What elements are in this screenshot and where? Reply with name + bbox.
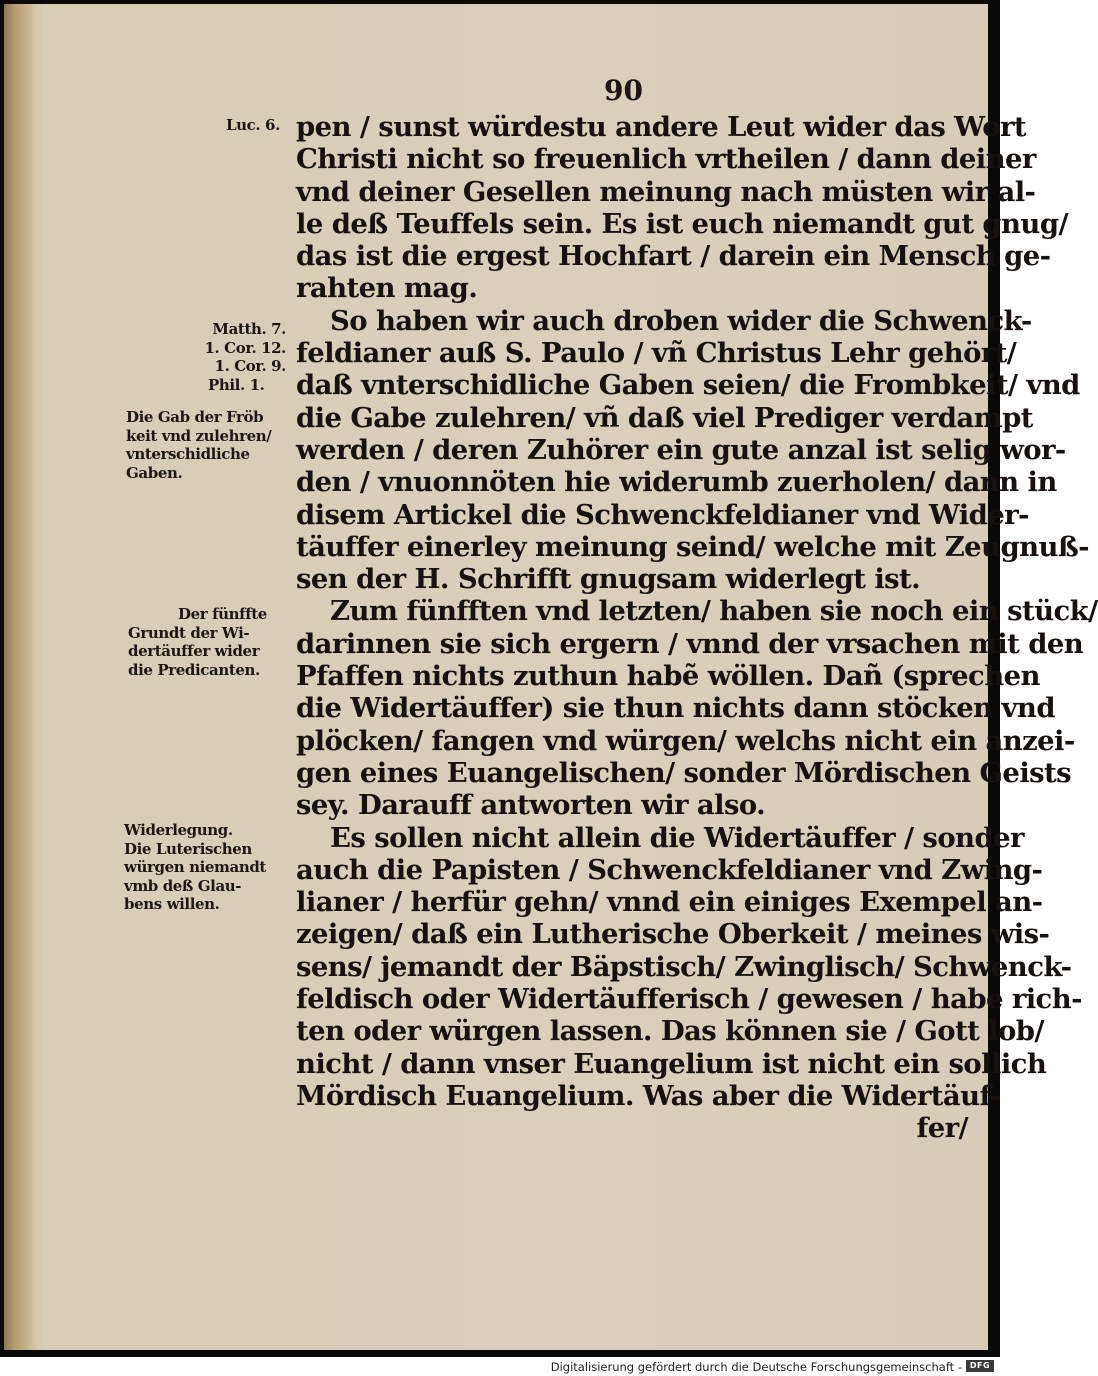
text-line: sen der H. Schrifft gnugsam widerlegt ist. [296, 563, 921, 596]
text-line: rahten mag. [296, 272, 478, 305]
text-line: sey. Darauff antworten wir also. [296, 789, 766, 822]
margin-note-line: 1. Cor. 9. [214, 357, 286, 375]
funding-credit: Digitalisierung gefördert durch die Deutsche Forschungsgemeinschaft - [550, 1360, 962, 1374]
text-line: feldianer auß S. Paulo / vñ Christus Lehr gehört/ [296, 337, 1017, 370]
text-line: Pfaffen nichts zuthun habẽ wöllen. Dañ (sprechen [296, 660, 1040, 693]
text-line: das ist die ergest Hochfart / darein ein Mensch ge- [296, 240, 1051, 273]
catchword: fer/ [916, 1112, 968, 1145]
margin-note-line: 1. Cor. 12. [204, 338, 286, 357]
margin-note-line: die Predicanten. [128, 660, 260, 679]
book-page [4, 4, 1098, 1350]
margin-note-line: Grundt der Wi- [128, 623, 250, 642]
text-line: Es sollen nicht allein die Widertäuffer / sonder [330, 821, 1024, 854]
text-line: sens/ jemandt der Bäpstisch/ Zwinglisch/ Schwenck- [296, 950, 1072, 983]
margin-note-references [186, 320, 286, 394]
margin-note-line: vmb deß Glau- [124, 876, 242, 895]
text-line: vnd deiner Gesellen meinung nach müsten wir al- [296, 175, 1036, 208]
margin-note-line: vnterschidliche [126, 445, 250, 463]
text-line: die Widertäuffer) sie thun nichts dann stöcken vnd [296, 692, 1055, 725]
text-line: werden / deren Zuhörer ein gute anzal ist selig wor- [296, 433, 1066, 466]
margin-note-gaben [126, 408, 271, 482]
text-line: So haben wir auch droben wider die Schwenck- [330, 304, 1032, 337]
text-line: die Gabe zulehren/ vñ daß viel Prediger verdampt [296, 401, 1033, 434]
text-line: Zum fünfften vnd letzten/ haben sie noch ein stück/ [330, 595, 1098, 628]
page-gutter [4, 4, 34, 1350]
dfg-logo: DFG [966, 1360, 994, 1372]
text-line: pen / sunst würdestu andere Leut wider das Wort [296, 111, 1026, 143]
text-line: auch die Papisten / Schwenckfeldianer vnd Zwing- [296, 853, 1043, 886]
text-line: Christi nicht so freuenlich vrtheilen / dann deiner [296, 143, 1036, 176]
margin-note-luc [226, 116, 280, 135]
margin-note-line: Phil. 1. [208, 375, 265, 394]
margin-note-line: Die Luterischen [124, 839, 252, 858]
text-line: lianer / herfür gehn/ vnnd ein einiges Exempel an- [296, 886, 1043, 919]
margin-note-line: dertäuffer wider [128, 642, 260, 660]
margin-note-line: Widerlegung. [124, 821, 233, 839]
text-line: nicht / dann vnser Euangelium ist nicht ein sollich [296, 1047, 1047, 1080]
margin-note-line: bens willen. [124, 895, 220, 913]
text-line: zeigen/ daß ein Lutherische Oberkeit / meines wis- [296, 918, 1050, 951]
text-line: darinnen sie sich ergern / vnnd der vrsachen mit den [296, 627, 1084, 660]
margin-note-line: Gaben. [126, 463, 183, 482]
footer-bar [0, 1357, 1000, 1376]
margin-note-widerlegung [124, 821, 266, 914]
text-line: disem Artickel die Schwenckfeldianer vnd Wider- [296, 498, 1029, 531]
text-line: daß vnterschidliche Gaben seien/ die Frombkeit/ vnd [296, 369, 1080, 402]
margin-note-line: würgen niemandt [124, 858, 266, 876]
page-number: 90 [604, 74, 643, 107]
text-line: täuffer einerley meinung seind/ welche mit Zeugnuß- [296, 530, 1089, 563]
text-line: plöcken/ fangen vnd würgen/ welchs nicht ein anzei- [296, 724, 1075, 757]
text-line: le deß Teuffels sein. Es ist euch niemandt gut gnug/ [296, 207, 1068, 240]
text-line: gen eines Euangelischen/ sonder Mördischen Geists [296, 756, 1072, 789]
margin-note-line: Die Gab der Fröb [126, 408, 264, 426]
margin-note-line: keit vnd zulehren/ [126, 426, 272, 445]
text-line: ten oder würgen lassen. Das können sie / Gott lob/ [296, 1015, 1044, 1048]
margin-note-grund [128, 605, 267, 679]
margin-note-line: Der fünffte [178, 605, 267, 623]
main-text-block [296, 111, 1098, 1145]
text-line: Mördisch Euangelium. Was aber die Widertäuf- [296, 1079, 1001, 1112]
text-line: den / vnuonnöten hie widerumb zuerholen/ dann in [296, 466, 1057, 499]
margin-note-line: Matth. 7. [212, 320, 286, 338]
margin-note-line: Luc. 6. [226, 116, 280, 134]
text-line: feldisch oder Widertäufferisch / gewesen / habe rich- [296, 983, 1082, 1016]
